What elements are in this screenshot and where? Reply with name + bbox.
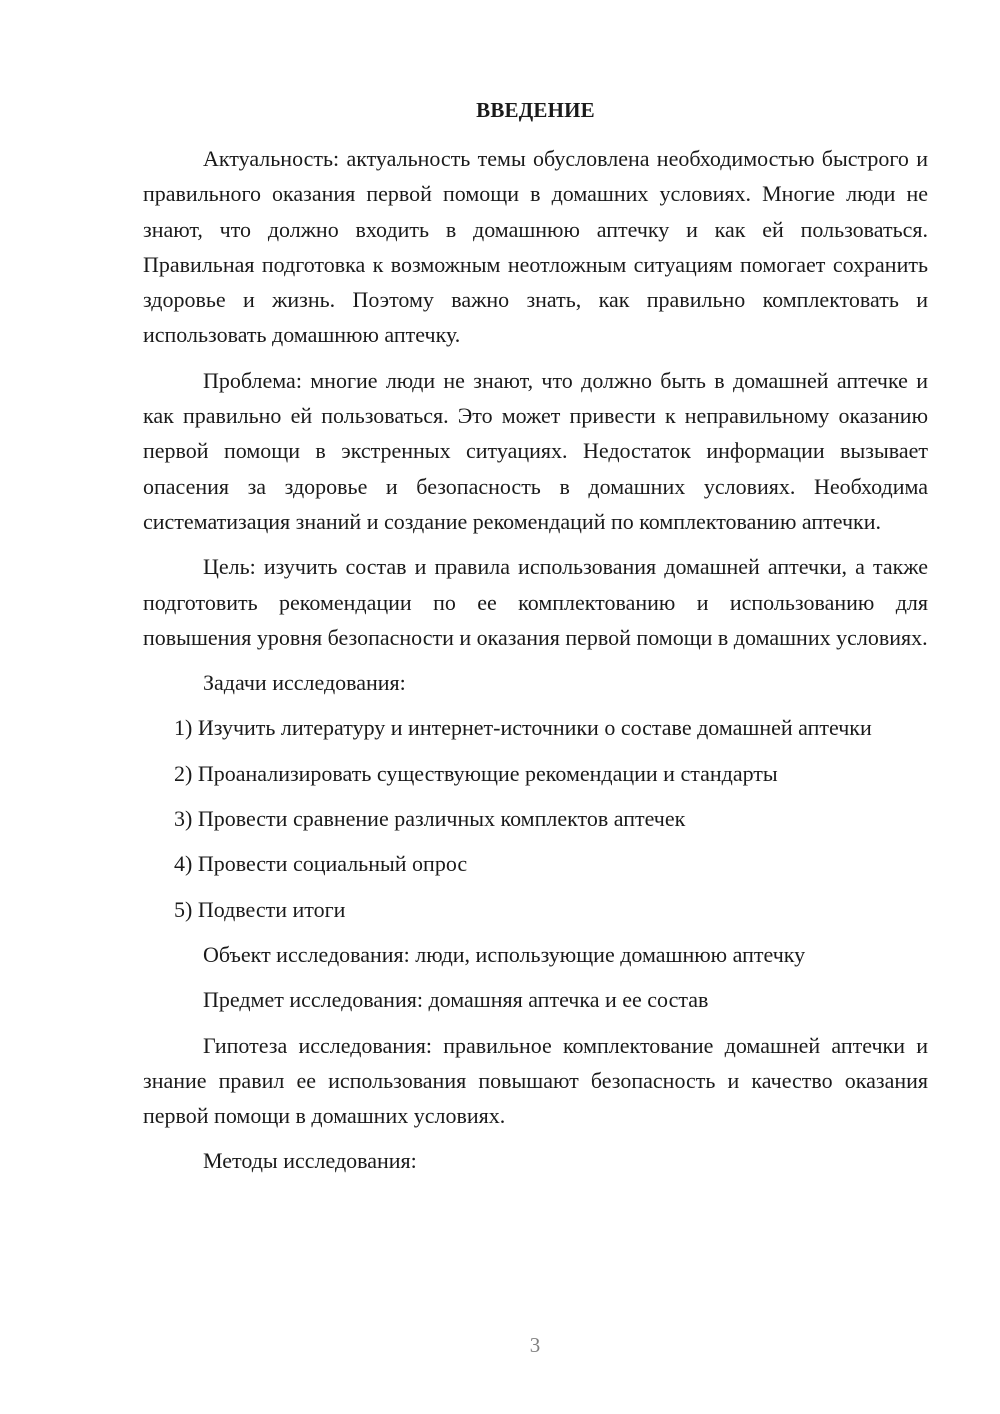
document-page — [143, 95, 928, 1189]
task-item-1: 1) Изучить литературу и интернет-источники о составе домашней аптечки — [174, 715, 872, 741]
goal-paragraph: Цель: изучить состав и правила использования домашней аптечки, а также подготовить рекомендации по ее комплектованию и использованию для повышения уровня безопасности и оказания первой помощи в домашних условиях. — [143, 554, 928, 650]
task-item-3: 3) Провести сравнение различных комплектов аптечек — [174, 806, 686, 832]
research-hypothesis: Гипотеза исследования: правильное комплектование домашней аптечки и знание правил ее использования повышают безопасность и качество оказания первой помощи в домашних условиях. — [143, 1032, 928, 1129]
research-subject: Предмет исследования: домашняя аптечка и ее состав — [203, 987, 709, 1013]
task-item-5: 5) Подвести итоги — [174, 896, 346, 922]
research-object: Объект исследования: люди, использующие домашнюю аптечку — [203, 941, 806, 967]
task-item-2: 2) Проанализировать существующие рекомендации и стандарты — [174, 760, 778, 786]
relevance-paragraph: Актуальность: актуальность темы обусловлена необходимостью быстрого и правильного оказания первой помощи в домашних условиях. Многие люди не знают, что должно входить в домашнюю аптечку и как ей пользоваться. Правильная подготовка к возможным неотложным ситуациям помогает сохранить здоровье и жизнь. Поэтому важно знать, как правильно комплектовать и использовать домашнюю аптечку. — [143, 146, 928, 348]
page-number: 3 — [529, 1333, 541, 1357]
task-item-4: 4) Провести социальный опрос — [174, 851, 468, 877]
methods-title: Методы исследования: — [203, 1148, 417, 1174]
problem-paragraph: Проблема: многие люди не знают, что должно быть в домашней аптечке и как правильно ей пользоваться. Это может привести к неправильному оказанию первой помощи в экстренных ситуациях. Недостаток информации вызывает опасения за здоровье и безопасность в домашних условиях. Необходима систематизация знаний и создание рекомендаций по комплектованию аптечки. — [143, 367, 928, 534]
section-heading: ВВЕДЕНИЕ — [476, 98, 595, 122]
tasks-title: Задачи исследования: — [203, 670, 406, 696]
